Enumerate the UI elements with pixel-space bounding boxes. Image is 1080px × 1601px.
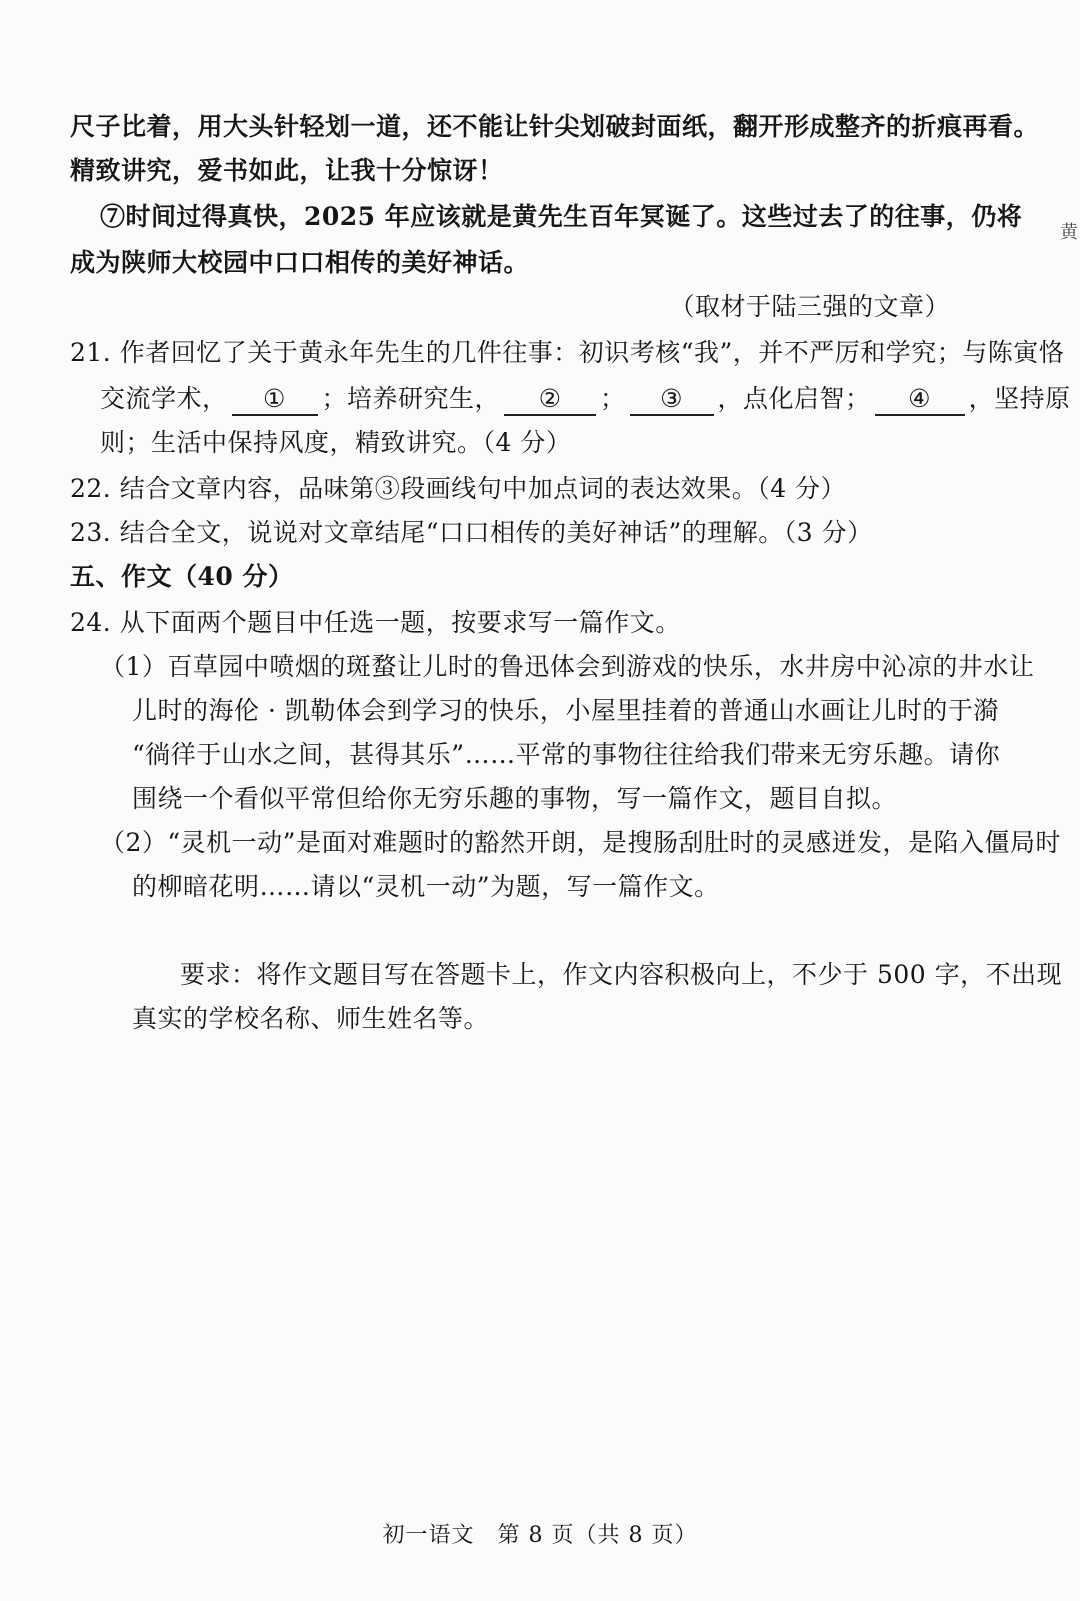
q24-intro: 24. 从下面两个题目中任选一题，按要求写一篇作文。 xyxy=(70,608,681,637)
q21-text-a: 交流学术， xyxy=(100,384,228,413)
q21-line2 xyxy=(100,382,1071,416)
q21-blank-1: ① xyxy=(232,384,318,416)
q21-line1: 21. 作者回忆了关于黄永年先生的几件往事：初识考核“我”，并不严厉和学究；与陈寅恪 xyxy=(70,338,1065,367)
q24-opt1-line1: （1）百草园中喷烟的斑蝥让儿时的鲁迅体会到游戏的快乐，水井房中沁凉的井水让 xyxy=(100,652,1035,681)
q21-line3: 则；生活中保持风度，精致讲究。（4 分） xyxy=(100,428,572,457)
q24-opt1-line3: “徜徉于山水之间，甚得其乐”……平常的事物往往给我们带来无穷乐趣。请你 xyxy=(132,740,1001,769)
q21-text-b: ；培养研究生， xyxy=(321,384,501,413)
page-footer: 初一语文 第 8 页（共 8 页） xyxy=(382,1523,698,1548)
q21-text-e: ，坚持原 xyxy=(968,384,1071,413)
passage-p6-line1: 尺子比着，用大头针轻划一道，还不能让针尖划破封面纸，翻开形成整齐的折痕再看。 xyxy=(70,112,1040,141)
passage-p6-line2: 精致讲究，爱书如此，让我十分惊讶！ xyxy=(70,156,504,185)
q23: 23. 结合全文，说说对文章结尾“口口相传的美好神话”的理解。（3 分） xyxy=(70,518,873,547)
q24-opt2-line2: 的柳暗花明……请以“灵机一动”为题，写一篇作文。 xyxy=(132,872,720,901)
q21-blank-3: ③ xyxy=(630,384,714,416)
q21-text-c: ； xyxy=(600,384,626,413)
q22: 22. 结合文章内容，品味第③段画线句中加点词的表达效果。（4 分） xyxy=(70,474,847,503)
q21-blank-4: ④ xyxy=(875,384,965,416)
q21-blank-2: ② xyxy=(504,384,596,416)
section5-heading: 五、作文（40 分） xyxy=(70,562,294,591)
page-edge-mark: 黄 xyxy=(1060,222,1078,243)
passage-p7-line2: 成为陕师大校园中口口相传的美好神话。 xyxy=(70,248,530,277)
passage-source: （取材于陆三强的文章） xyxy=(669,292,950,321)
q24-opt1-line4: 围绕一个看似平常但给你无穷乐趣的事物，写一篇作文，题目自拟。 xyxy=(132,784,898,813)
passage-p7-line1: ⑦时间过得真快，2025 年应该就是黄先生百年冥诞了。这些过去了的往事，仍将 xyxy=(100,202,1023,231)
q24-requirement-line1: 要求：将作文题目写在答题卡上，作文内容积极向上，不少于 500 字，不出现 xyxy=(180,960,1063,989)
q24-opt1-line2: 儿时的海伦 · 凯勒体会到学习的快乐，小屋里挂着的普通山水画让儿时的于漪 xyxy=(132,696,999,725)
q24-requirement-line2: 真实的学校名称、师生姓名等。 xyxy=(132,1004,490,1033)
q24-opt2-line1: （2）“灵机一动”是面对难题时的豁然开朗，是搜肠刮肚时的灵感迸发，是陷入僵局时 xyxy=(100,828,1061,857)
q21-text-d: ，点化启智； xyxy=(717,384,871,413)
